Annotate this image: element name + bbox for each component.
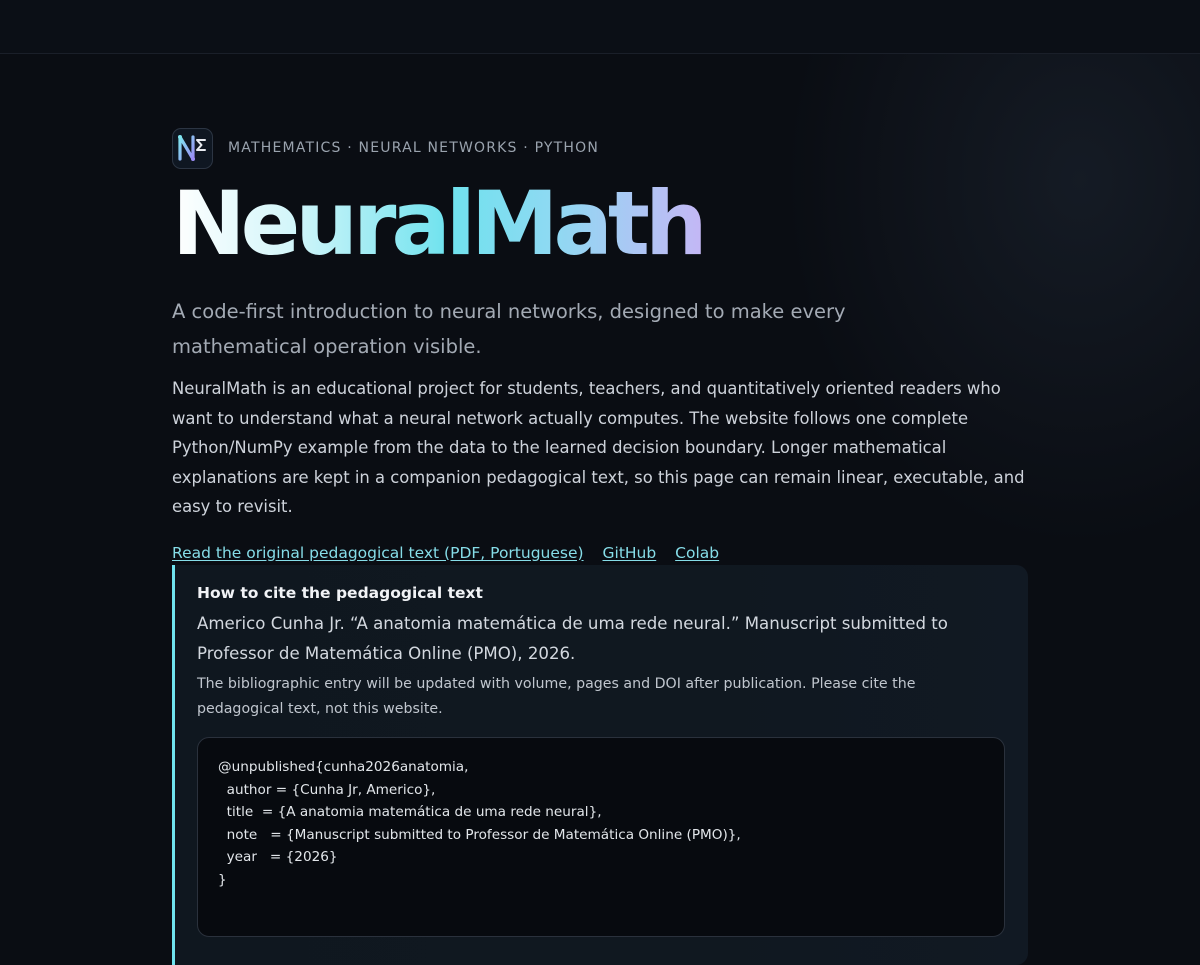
top-navigation-bar: [0, 0, 1200, 54]
topic-kicker: MATHEMATICS · NEURAL NETWORKS · PYTHON: [228, 140, 600, 156]
neuralmath-logo-icon: [172, 128, 213, 169]
hero-subtitle: A code-first introduction to neural networks, designed to make every mathematical operation visible.: [172, 300, 846, 358]
citation-card: [172, 565, 1028, 965]
main-content: [172, 128, 1028, 888]
page-title: NeuralMath: [172, 172, 703, 275]
resource-links: [172, 544, 1028, 562]
citation-reference: Americo Cunha Jr. “A anatomia matemática de uma rede neural.” Manuscript submitted to Professor de Matemática Online (PMO), 2026.: [197, 614, 948, 663]
citation-note: The bibliographic entry will be updated with volume, pages and DOI after publication. Please cite the pedagogical text, not this website.: [197, 676, 916, 717]
colab-link[interactable]: Colab: [675, 543, 720, 562]
bibtex-code-block[interactable]: @unpublished{cunha2026anatomia, author = {Cunha Jr, Americo}, title = {A anatomia matemática de uma rede neural}, note = {Manuscript submitted to Professor de Matemática Online (PMO)}, year = {2026} }: [197, 737, 1005, 937]
pdf-link[interactable]: Read the original pedagogical text (PDF, Portuguese): [172, 543, 584, 562]
kicker-row: [172, 128, 1028, 168]
citation-heading: How to cite the pedagogical text: [197, 584, 483, 602]
hero-description: NeuralMath is an educational project for students, teachers, and quantitatively oriented readers who want to understand what a neural network actually computes. The website follows one complete Python/NumPy example from the data to the learned decision boundary. Longer mathematical explanations are kept in a companion pedagogical text, so this page can remain linear, executable, and easy to revisit.: [172, 379, 1025, 516]
github-link[interactable]: GitHub: [602, 543, 657, 562]
